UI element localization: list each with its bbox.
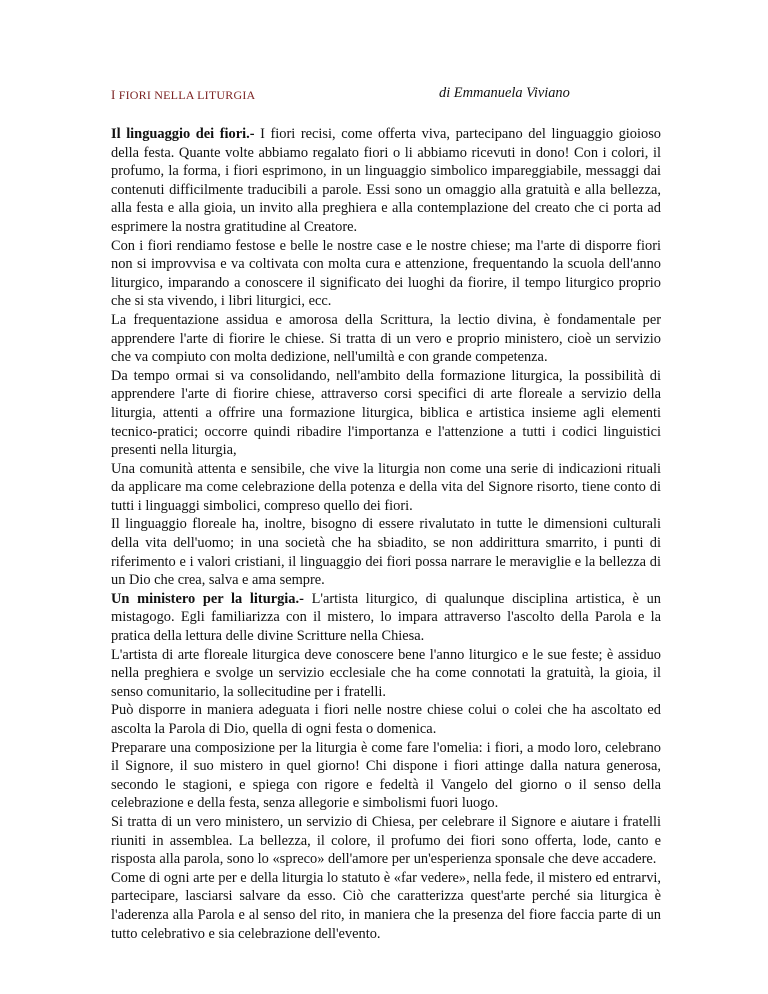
paragraph — [111, 701, 661, 738]
document-body — [111, 125, 661, 943]
document-title — [111, 86, 255, 105]
section-heading: Un ministero per la liturgia.- — [111, 590, 304, 607]
paragraph — [111, 311, 661, 367]
paragraph — [111, 367, 661, 460]
paragraph-text: Da tempo ormai si va consolidando, nell'ambito della formazione liturgica, la possibilità di apprendere l'arte di fiorire chiese, attraverso corsi specifici di arte floreale a servizio della liturgia, attenti a offrire una formazione liturgica, biblica e artistica insieme agli elementi tecnico-pratici; occorre quindi ribadire l'importanza e l'attenzione a tutti i codici linguistici presenti nella liturgia, — [111, 367, 661, 459]
paragraph-text: Una comunità attenta e sensibile, che vive la liturgia non come una serie di indicazioni rituali da applicare ma come celebrazione della potenza e della vita del Signore risorto, tiene conto di tutti i linguaggi simbolici, compreso quello dei fiori. — [111, 460, 661, 514]
paragraph — [111, 590, 661, 646]
paragraph-text: I fiori recisi, come offerta viva, partecipano del linguaggio gioioso della festa. Quante volte abbiamo regalato fiori o li abbiamo ricevuti in dono! Con i colori, il profumo, la forma, i fiori esprimono, in un linguaggio simbolico impareggiabile, messaggi dai contenuti difficilmente traducibili a parole. Essi sono un omaggio alla gratuità e alla bellezza, alla festa e alla gioia, un invito alla preghiera e alla contemplazione del creato che ci porta ad esprimere la nostra gratitudine al Creatore. — [111, 126, 661, 235]
paragraph — [111, 515, 661, 589]
paragraph — [111, 739, 661, 813]
document-header — [111, 86, 661, 106]
paragraph-text: Preparare una composizione per la liturgia è come fare l'omelia: i fiori, a modo loro, celebrano il Signore, il suo mistero in quel giorno! Chi dispone i fiori attinge dalla natura generosa, secondo le stagioni, e spiega con rigore e fedeltà il Vangelo del giorno o il senso della celebrazione e della festa, senza allegorie e simbolismi fuori luogo. — [111, 739, 661, 812]
paragraph-text: Con i fiori rendiamo festose e belle le nostre case e le nostre chiese; ma l'arte di disporre fiori non si improvvisa e va coltivata con molta cura e attenzione, frequentando la scuola dell'anno liturgico, imparando a conoscere il significato dei luoghi da fiorire, il tempo liturgico proprio che si sta vivendo, i libri liturgici, ecc. — [111, 237, 661, 310]
section-heading: Il linguaggio dei fiori.- — [111, 126, 255, 142]
paragraph — [111, 237, 661, 311]
title-initial: I — [111, 87, 116, 102]
paragraph — [111, 869, 661, 943]
paragraph-text: Può disporre in maniera adeguata i fiori nelle nostre chiese colui o colei che ha ascoltato ed ascolta la Parola di Dio, quella di ogni festa o domenica. — [111, 702, 661, 737]
paragraph — [111, 460, 661, 516]
paragraph-text: Come di ogni arte per e della liturgia lo statuto è «far vedere», nella fede, il mistero ed entrarvi, partecipare, lasciarsi salvare da esso. Ciò che caratterizza quest'arte perché sia liturgica è l'aderenza alla Parola e al senso del rito, in maniera che la presenza del fiore faccia parte di un tutto celebrativo e sia celebrazione dell'evento. — [111, 869, 661, 942]
paragraph-text: Il linguaggio floreale ha, inoltre, bisogno di essere rivalutato in tutte le dimensioni culturali della vita dell'uomo; in una società che ha sbiadito, se non addirittura smarrito, i punti di riferimento e i valori cristiani, il linguaggio dei fiori possa narrare le meraviglie e la bellezza di un Dio che crea, salva e ama sempre. — [111, 516, 661, 589]
paragraph — [111, 125, 661, 237]
paragraph — [111, 646, 661, 702]
paragraph-text: Si tratta di un vero ministero, un servizio di Chiesa, per celebrare il Signore e aiutare i fratelli riuniti in assemblea. La bellezza, il colore, il profumo dei fiori sono offerta, lode, canto e risposta alla parola, sono lo «spreco» dell'amore per un'esperienza sponsale che deve accadere. — [111, 813, 661, 868]
paragraph-text: La frequentazione assidua e amorosa della Scrittura, la lectio divina, è fondamentale per apprendere l'arte di fiorire le chiese. Si tratta di un vero e proprio ministero, cioè un servizio che va compiuto con molta dedizione, nell'umiltà e con grande competenza. — [111, 311, 661, 366]
paragraph-text: L'artista di arte floreale liturgica deve conoscere bene l'anno liturgico e le sue feste; è assiduo nella preghiera e svolge un servizio ecclesiale che ha come connotati la gratuità, la gioia, il senso comunitario, la sollecitudine per i fratelli. — [111, 646, 661, 700]
document-author: di Emmanuela Viviano — [439, 85, 570, 101]
title-rest: FIORI NELLA LITURGIA — [115, 88, 256, 102]
document-page — [111, 86, 661, 943]
paragraph — [111, 813, 661, 869]
paragraph-text: L'artista liturgico, di qualunque disciplina artistica, è un mistagogo. Egli familiarizza con il mistero, lo impara attraverso l'ascolto della Parola e la pratica della lettura delle divine Scritture nella Chiesa. — [111, 590, 662, 645]
